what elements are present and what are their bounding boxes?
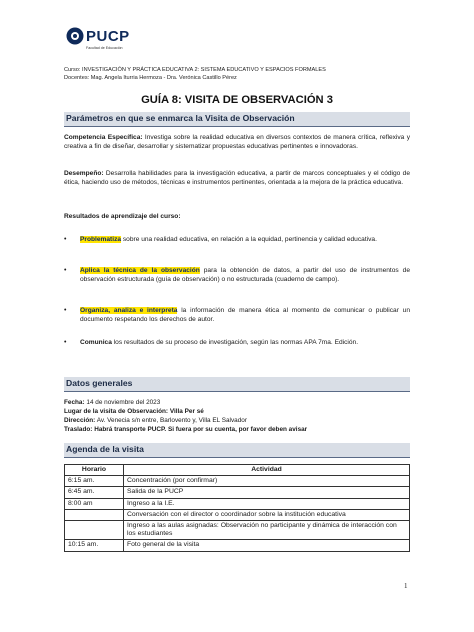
table-row xyxy=(65,476,410,487)
time-cell: 8:00 am xyxy=(65,498,124,509)
result-text: sobre una realidad educativa, en relación a la equidad, pertinencia y calidad educativa. xyxy=(121,236,377,243)
activity-cell: Ingreso a las aulas asignadas: Observación no participante y dinámica de interacción con los estudiantes xyxy=(124,521,410,540)
page-title: GUÍA 8: VISITA DE OBSERVACIÓN 3 xyxy=(141,94,333,106)
result-bold: Comunica xyxy=(80,339,112,346)
bullet-icon: • xyxy=(64,307,67,314)
direccion-label: Dirección: xyxy=(64,417,96,424)
direccion-value: Av. Venecia s/n entre, Barlovento y, Villa EL Salvador xyxy=(95,417,247,424)
competencia-label: Competencia Específica: xyxy=(64,134,143,141)
fecha-label: Fecha: xyxy=(64,399,85,406)
result-bold: Aplica la técnica de la observación xyxy=(80,267,200,274)
bullet-icon: • xyxy=(64,267,67,274)
lugar-value: Villa Per sé xyxy=(168,408,204,415)
direccion-line xyxy=(64,417,247,425)
lugar-line xyxy=(64,408,204,416)
table-row xyxy=(65,521,410,540)
desempeno-label: Desempeño: xyxy=(64,170,104,177)
desempeno-paragraph xyxy=(64,170,410,187)
time-cell: 6:15 am. xyxy=(65,476,124,487)
pucp-shield-icon xyxy=(66,27,84,45)
time-cell xyxy=(65,521,124,540)
time-cell: 10:15 am. xyxy=(65,540,124,551)
traslado-line xyxy=(64,426,307,434)
bullet-icon: • xyxy=(64,339,67,346)
section-agenda-title: Agenda de la visita xyxy=(66,444,144,454)
fecha-value: 14 de noviembre del 2023 xyxy=(84,399,161,406)
result-text: los resultados de su proceso de investigación, según las normas APA 7ma. Edición. xyxy=(111,339,359,346)
column-header-actividad: Actividad xyxy=(124,465,410,476)
section-parametros xyxy=(64,112,410,127)
activity-cell: Concentración (por confirmar) xyxy=(124,476,410,487)
resultados-label xyxy=(64,213,410,222)
desempeno-text: Desarrolla habilidades para la investigación educativa, a partir de marcos conceptuales y el código de ética, haciendo uso de métodos, técnicas e instrumentos pertinentes, orientada a la mejora de la práctica educativa. xyxy=(64,170,410,186)
result-bold: Problematiza xyxy=(80,236,122,243)
activity-cell: Salida de la PUCP xyxy=(124,487,410,498)
page-number: 1 xyxy=(404,582,408,590)
activity-cell: Foto general de la visita xyxy=(124,540,410,551)
traslado-value: Habrá transporte PUCP. Si fuera por su cuenta, por favor deben avisar xyxy=(92,426,308,433)
table-row xyxy=(65,540,410,551)
bullet-icon: • xyxy=(64,236,67,243)
result-bold: Organiza, analiza e interpreta xyxy=(80,307,178,314)
teachers-line: Docentes: Mag. Angela Iturria Hermoza - Dra. Verónica Castillo Pérez xyxy=(64,75,237,81)
result-text: la información de manera ética al momento de comunicar o publicar un documento respetando los derechos de autor. xyxy=(80,307,410,323)
activity-cell: Ingreso a la I.E. xyxy=(124,498,410,509)
lugar-label: Lugar de la visita de Observación: xyxy=(64,408,169,415)
fecha-line xyxy=(64,399,160,407)
activity-cell: Conversación con el director o coordinador sobre la institución educativa xyxy=(124,509,410,520)
section-datos-title: Datos generales xyxy=(66,378,133,388)
table-row xyxy=(65,509,410,520)
section-parametros-title: Parámetros en que se enmarca la Visita de Observación xyxy=(66,113,295,123)
logo-text: PUCP xyxy=(86,28,130,45)
section-agenda xyxy=(64,443,410,458)
table-row xyxy=(65,498,410,509)
section-datos xyxy=(64,377,410,392)
pucp-logo xyxy=(66,27,186,59)
traslado-label: Traslado: xyxy=(64,426,93,433)
table-row xyxy=(65,487,410,498)
resultados-label-text: Resultados de aprendizaje del curso: xyxy=(64,213,181,220)
course-line: Curso: INVESTIGACIÓN Y PRÁCTICA EDUCATIVA 2: SISTEMA EDUCATIVO Y ESPACIOS FORMALES xyxy=(64,67,326,73)
time-cell: 6:45 am. xyxy=(65,487,124,498)
time-cell xyxy=(65,509,124,520)
agenda-table xyxy=(64,464,410,552)
column-header-horario: Horario xyxy=(65,465,124,476)
competencia-text: Investiga sobre la realidad educativa en diversos contextos de manera crítica, reflexiva y creativa a fin de diseñar, desarrollar y sistematizar propuestas educativas pertinentes e innovadoras. xyxy=(64,134,410,150)
result-text: para la obtención de datos, a partir del uso de instrumentos de observación estructurada (guía de observación) o no estructurada (cuaderno de campo). xyxy=(80,267,410,283)
competencia-paragraph xyxy=(64,134,410,151)
table-header-row xyxy=(65,465,410,476)
logo-subtitle: Facultad de Educación xyxy=(86,46,123,50)
